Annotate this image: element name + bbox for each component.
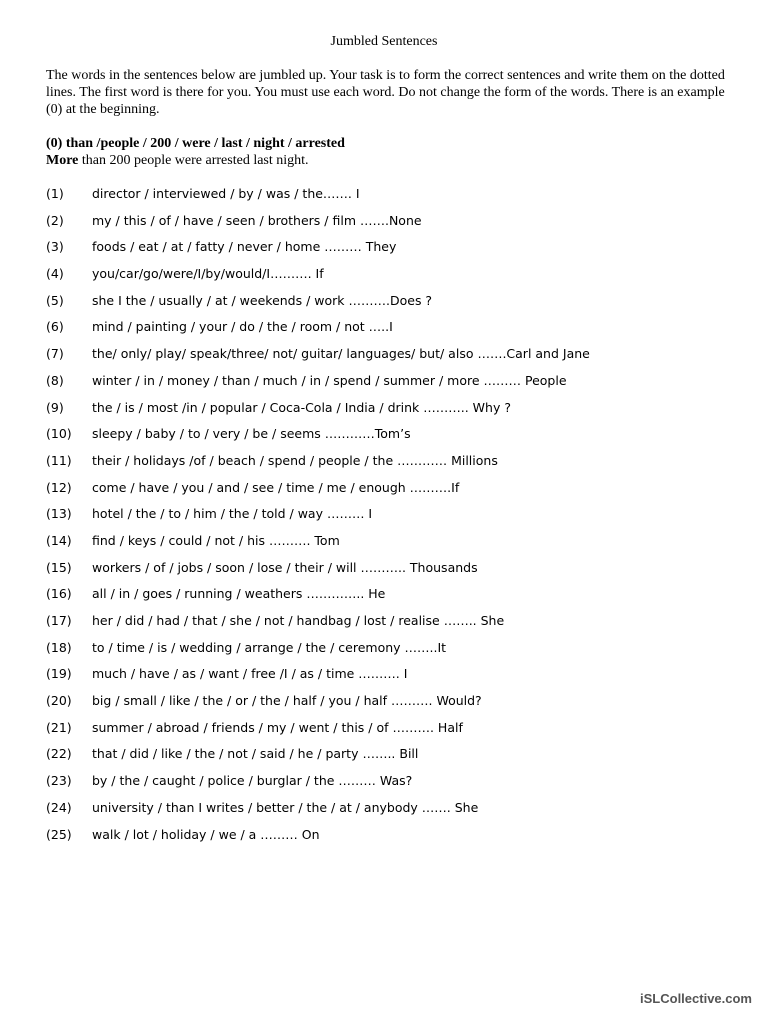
- exercise-item-number: (18): [46, 639, 72, 655]
- exercise-item-text: their / holidays /of / beach / spend / people / the ………… Millions: [92, 452, 498, 468]
- exercise-item-text: find / keys / could / not / his ………. Tom: [92, 532, 340, 548]
- exercise-item-number: (10): [46, 426, 72, 442]
- exercise-item: [46, 691, 746, 718]
- exercise-item-number: (22): [46, 746, 72, 762]
- exercise-item-number: (24): [46, 799, 72, 815]
- exercise-item-number: (23): [46, 773, 72, 789]
- example-question: (0) than /people / 200 / were / last / night / arrested: [46, 136, 345, 151]
- exercise-item: [46, 237, 746, 264]
- exercise-item: [46, 771, 746, 798]
- exercise-item-text: workers / of / jobs / soon / lose / their / will ……….. Thousands: [92, 559, 478, 575]
- exercise-item-text: foods / eat / at / fatty / never / home ……… They: [92, 239, 397, 255]
- exercise-item: [46, 184, 746, 211]
- exercise-item: [46, 718, 746, 745]
- exercise-item-number: (1): [46, 186, 64, 201]
- worksheet-title: Jumbled Sentences: [330, 34, 438, 49]
- exercise-item-text: to / time / is / wedding / arrange / the / ceremony ……..It: [92, 639, 447, 655]
- exercise-item: [46, 344, 746, 371]
- exercise-item: [46, 504, 746, 531]
- exercise-item: [46, 798, 746, 825]
- exercise-item-number: (12): [46, 479, 72, 495]
- exercise-item-text: director / interviewed / by / was / the……. I: [92, 186, 360, 201]
- exercise-item-number: (3): [46, 239, 64, 255]
- exercise-item: [46, 264, 746, 291]
- exercise-item-number: (19): [46, 666, 72, 682]
- exercise-item-number: (11): [46, 452, 72, 468]
- exercise-item-text: by / the / caught / police / burglar / the ……… Was?: [92, 773, 413, 789]
- exercise-item-number: (2): [46, 212, 64, 228]
- example-answer: [46, 152, 726, 169]
- exercise-item-number: (14): [46, 532, 72, 548]
- exercise-item: [46, 611, 746, 638]
- exercise-item-text: her / did / had / that / she / not / handbag / lost / realise …….. She: [92, 613, 505, 628]
- exercise-item: [46, 317, 746, 344]
- exercise-item: [46, 558, 746, 585]
- exercise-item-number: (13): [46, 506, 72, 522]
- exercise-item: [46, 825, 746, 852]
- exercise-item: [46, 211, 746, 238]
- exercise-item-text: mind / painting / your / do / the / room / not …..I: [92, 319, 393, 335]
- exercise-item: [46, 478, 746, 505]
- exercise-item-text: university / than I writes / better / the / at / anybody ……. She: [92, 799, 479, 815]
- exercise-item-text: winter / in / money / than / much / in / spend / summer / more ……… People: [92, 372, 567, 388]
- exercise-item-text: the/ only/ play/ speak/three/ not/ guitar/ languages/ but/ also …….Carl and Jane: [92, 346, 590, 362]
- exercise-item: [46, 664, 746, 691]
- exercise-item-number: (17): [46, 613, 72, 628]
- exercise-item-number: (6): [46, 319, 64, 335]
- example-block: [46, 135, 726, 169]
- exercise-item-text: the / is / most /in / popular / Coca-Cola / India / drink ……….. Why ?: [92, 399, 511, 415]
- exercise-list: [46, 184, 746, 851]
- exercise-item: [46, 371, 746, 398]
- exercise-item-number: (8): [46, 372, 64, 388]
- exercise-item: [46, 744, 746, 771]
- example-answer-rest: than 200 people were arrested last night.: [78, 153, 309, 168]
- exercise-item-number: (25): [46, 826, 72, 842]
- exercise-item-text: summer / abroad / friends / my / went / this / of ………. Half: [92, 719, 463, 735]
- exercise-item-number: (20): [46, 693, 72, 709]
- exercise-item: [46, 424, 746, 451]
- exercise-item-number: (4): [46, 266, 64, 282]
- exercise-item-number: (5): [46, 292, 64, 308]
- exercise-item-number: (7): [46, 346, 64, 362]
- exercise-item: [46, 531, 746, 558]
- exercise-item-text: she I the / usually / at / weekends / work ……….Does ?: [92, 292, 433, 308]
- exercise-item-text: all / in / goes / running / weathers ………….. He: [92, 586, 386, 602]
- exercise-item: [46, 451, 746, 478]
- site-watermark: iSLCollective.com: [640, 991, 752, 1006]
- exercise-item-text: my / this / of / have / seen / brothers / film …….None: [92, 212, 422, 228]
- exercise-item-number: (15): [46, 559, 72, 575]
- exercise-item-text: you/car/go/were/I/by/would/I………. If: [92, 266, 324, 282]
- exercise-item: [46, 291, 746, 318]
- exercise-item-number: (21): [46, 719, 72, 735]
- exercise-item-number: (16): [46, 586, 72, 602]
- exercise-item-number: (9): [46, 399, 64, 415]
- exercise-item: [46, 584, 746, 611]
- example-answer-first-word: More: [46, 153, 79, 168]
- instructions-text: The words in the sentences below are jumbled up. Your task is to form the correct sentences and write them on the dotted lines. The first word is there for you. You must use each word. Do not change the form of the words. There is an example (0) at the beginning.: [46, 68, 725, 117]
- exercise-item-text: that / did / like / the / not / said / he / party …….. Bill: [92, 746, 419, 762]
- exercise-item-text: hotel / the / to / him / the / told / way ……… I: [92, 506, 373, 522]
- exercise-item-text: walk / lot / holiday / we / a ……… On: [92, 826, 320, 842]
- exercise-item: [46, 398, 746, 425]
- exercise-item-text: much / have / as / want / free /I / as / time ………. I: [92, 666, 408, 682]
- exercise-item-text: come / have / you / and / see / time / me / enough ……….If: [92, 479, 460, 495]
- exercise-item-text: big / small / like / the / or / the / half / you / half ………. Would?: [92, 693, 482, 709]
- exercise-item-text: sleepy / baby / to / very / be / seems …………Tom’s: [92, 426, 411, 442]
- exercise-item: [46, 638, 746, 665]
